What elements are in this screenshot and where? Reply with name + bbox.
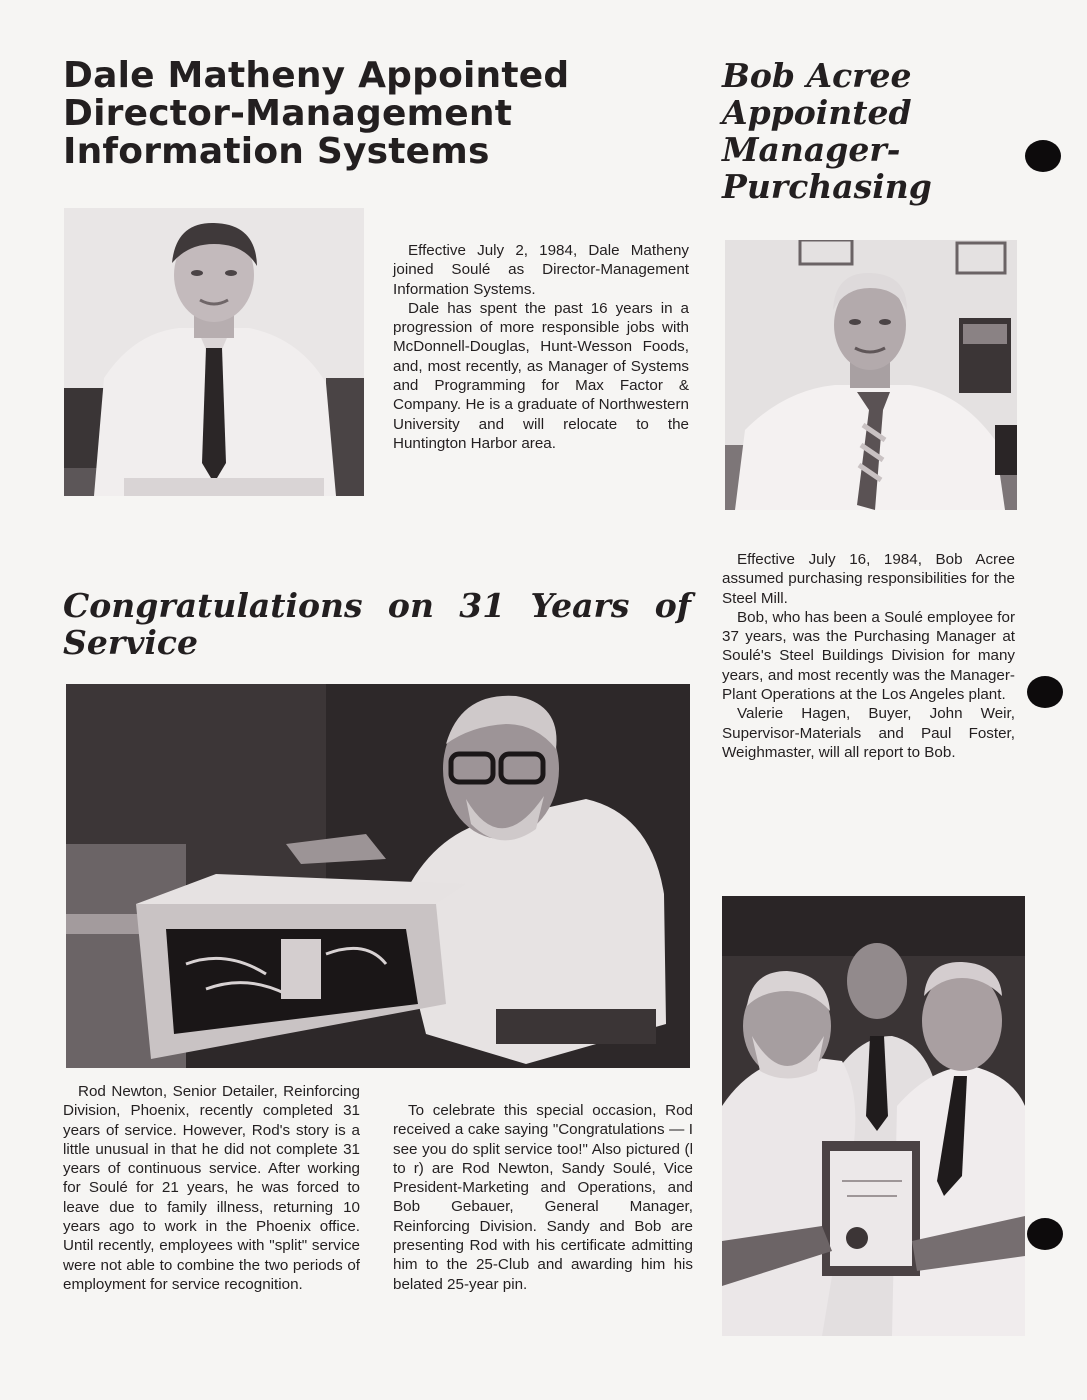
acree-paragraph: Effective July 16, 1984, Bob Acree assumed purchasing responsibilities for the Steel Mill. (722, 551, 1015, 607)
acree-article-body (722, 550, 1015, 762)
matheny-headline: Dale Matheny Appointed Director-Management Information Systems (63, 55, 570, 172)
matheny-portrait-photo (64, 208, 364, 496)
punch-hole-top (1025, 140, 1061, 172)
matheny-article-body (393, 241, 689, 453)
newton-headline: Congratulations on 31 Years of Service (63, 586, 691, 662)
newton-article-column-2 (393, 1101, 693, 1294)
acree-paragraph: Bob, who has been a Soulé employee for 37 years, was the Purchasing Manager at Soulé's Steel Buildings Division for many years, and most recently was the Manager-Plant Operations at the Los Angeles plant. (722, 608, 1015, 704)
matheny-paragraph: Dale has spent the past 16 years in a progression of more responsible jobs with McDonnell-Douglas, Hunt-Wesson Foods, and, most recently, as Manager of Systems and Programming for Max Factor & Company. He is a graduate of Northwestern University and will relocate to the Huntington Harbor area. (393, 299, 689, 452)
acree-paragraph: Valerie Hagen, Buyer, John Weir, Supervisor-Materials and Paul Foster, Weighmaster, will all report to Bob. (722, 705, 1015, 761)
newton-article-column-1 (63, 1082, 360, 1294)
matheny-paragraph: Effective July 2, 1984, Dale Matheny joined Soulé as Director-Management Information Systems. (393, 242, 689, 298)
acree-portrait-photo (725, 240, 1017, 510)
rod-newton-cake-photo (66, 684, 690, 1068)
newton-paragraph: Rod Newton, Senior Detailer, Reinforcing Division, Phoenix, recently completed 31 years of service. However, Rod's story is a little unusual in that he did not complete 31 years of continuous service. After working for Soulé for 21 years, he was forced to leave due to family illness, returning 10 years ago to work in the Phoenix office. Until recently, employees with "split" service were not able to combine the two periods of employment for service recognition. (63, 1083, 360, 1293)
newton-paragraph: To celebrate this special occasion, Rod received a cake saying "Congratulations — I see you do split service too!" Also pictured (l to r) are Rod Newton, Sandy Soulé, Vice President-Marketing and Operations, and Bob Gebauer, General Manager, Reinforcing Division. Sandy and Bob are presenting Rod with his certificate admitting him to the 25-Club and awarding him his belated 25-year pin. (393, 1102, 693, 1293)
punch-hole-bottom (1027, 1218, 1063, 1250)
acree-headline: Bob Acree Appointed Manager-Purchasing (722, 56, 932, 206)
certificate-presentation-photo (722, 896, 1025, 1336)
punch-hole-middle (1027, 676, 1063, 708)
